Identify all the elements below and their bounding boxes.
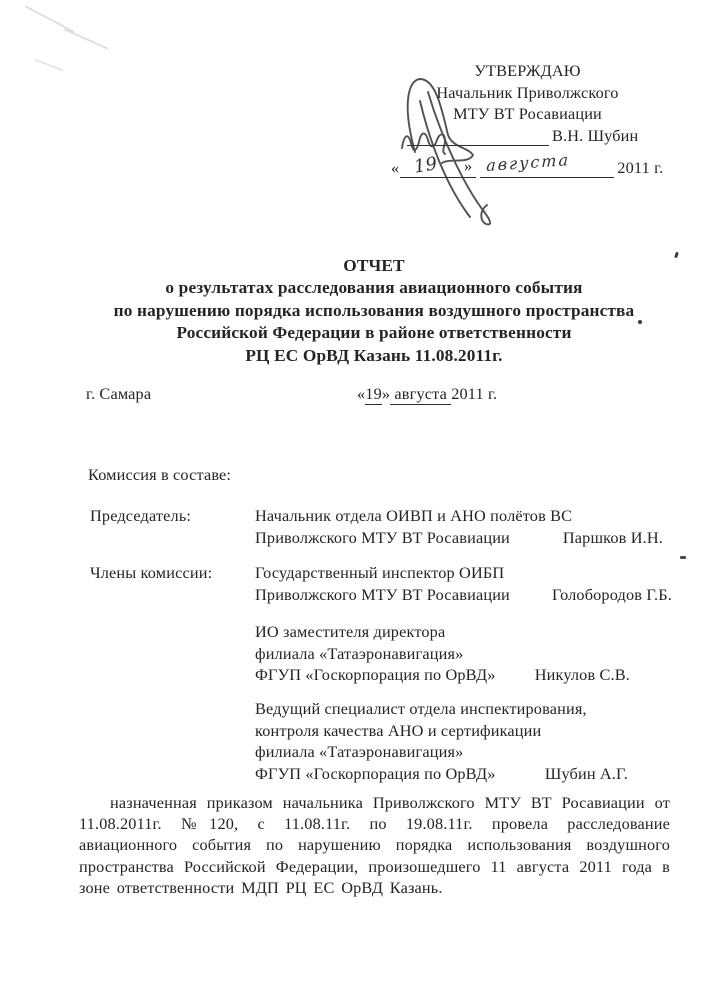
approval-org-line2: МТУ ВТ Росавиации [453, 104, 602, 123]
entry-role-line: филиала «Татаэронавигация» [255, 643, 464, 663]
scan-artifact [64, 28, 109, 49]
report-title-line4: Российской Федерации в районе ответственности [176, 323, 572, 343]
date-year: 2011 г. [451, 384, 498, 403]
document-date [357, 384, 497, 404]
entry-person-name: Никулов С.В. [534, 665, 630, 684]
entry-person-name: Голобородов Г.Б. [551, 584, 672, 604]
report-title-line2: о результатах расследования авиационного события [165, 278, 583, 298]
entry-role-line: контроля качества АНО и сертификации [255, 720, 542, 740]
entry-role-line: Начальник отдела ОИВП и АНО полётов ВС [255, 506, 573, 525]
commission-entry-member-1 [90, 562, 672, 605]
quote-close: » [464, 156, 473, 175]
scan-artifact [35, 59, 64, 71]
entry-person-name: Шубин А.Г. [544, 763, 628, 783]
date-day: 19 [365, 384, 382, 403]
entry-role-line: филиала «Татаэронавигация» [255, 742, 464, 761]
entry-role-line: Ведущий специалист отдела инспектирования, [255, 699, 587, 718]
date-month: августа [390, 384, 452, 403]
approval-signer-name: В.Н. Шубин [552, 126, 639, 145]
entry-role-line: Приволжского МТУ ВТ Росавиации [255, 527, 510, 547]
approval-heading: УТВЕРЖДАЮ [474, 61, 581, 80]
report-title-line3: по нарушению порядка использования воздушного пространства [113, 300, 635, 320]
commission-entry-chairman [90, 505, 663, 548]
body-paragraph: назначенная приказом начальника Приволжского МТУ ВТ Росавиации от 11.08.2011г. №120, с 11.08.11г. по 19.08.11г. провела расследование авиационного события по нарушению порядка использования воздушного пространства Российской Федерации, произошедшего 11 августа 2011 года в зоне ответственности МДП РЦ ЕС ОрВД Казань. [79, 793, 670, 897]
approval-org-line1: Начальник Приволжского [436, 82, 619, 102]
entry-role-line: Приволжского МТУ ВТ Росавиации [255, 584, 510, 604]
approval-year: 2011 г. [617, 158, 664, 177]
entry-role-line: ФГУП «Госкорпорация по ОрВД» [255, 763, 496, 783]
commission-entry-member-3 [90, 698, 628, 784]
report-title-heading: ОТЧЕТ [343, 256, 405, 275]
report-title-block [21, 255, 727, 367]
signature-icon [385, 55, 520, 235]
entry-label [90, 621, 255, 686]
report-title-line5: РЦ ЕС ОрВД Казань 11.08.2011г. [245, 345, 503, 365]
date-quote-close: » [381, 384, 391, 403]
entry-role-line: ИО заместителя директора [255, 622, 446, 641]
commission-intro: Комиссия в составе: [88, 465, 232, 484]
entry-label [90, 698, 255, 784]
place-label: г. Самара [86, 384, 152, 403]
entry-role-line: Государственный инспектор ОИБП [255, 563, 505, 582]
entry-label: Члены комиссии: [90, 563, 213, 582]
handwritten-day: 19 [412, 153, 440, 178]
entry-person-name: Паршков И.Н. [562, 527, 663, 547]
commission-entry-member-2 [90, 621, 630, 686]
scan-artifact [680, 556, 686, 559]
entry-role-line: ФГУП «Госкорпорация по ОрВД» [255, 665, 496, 684]
date-quote-open: « [357, 384, 366, 403]
handwritten-month: августа [486, 150, 571, 175]
entry-label: Председатель: [90, 506, 192, 525]
quote-open: « [391, 158, 400, 177]
